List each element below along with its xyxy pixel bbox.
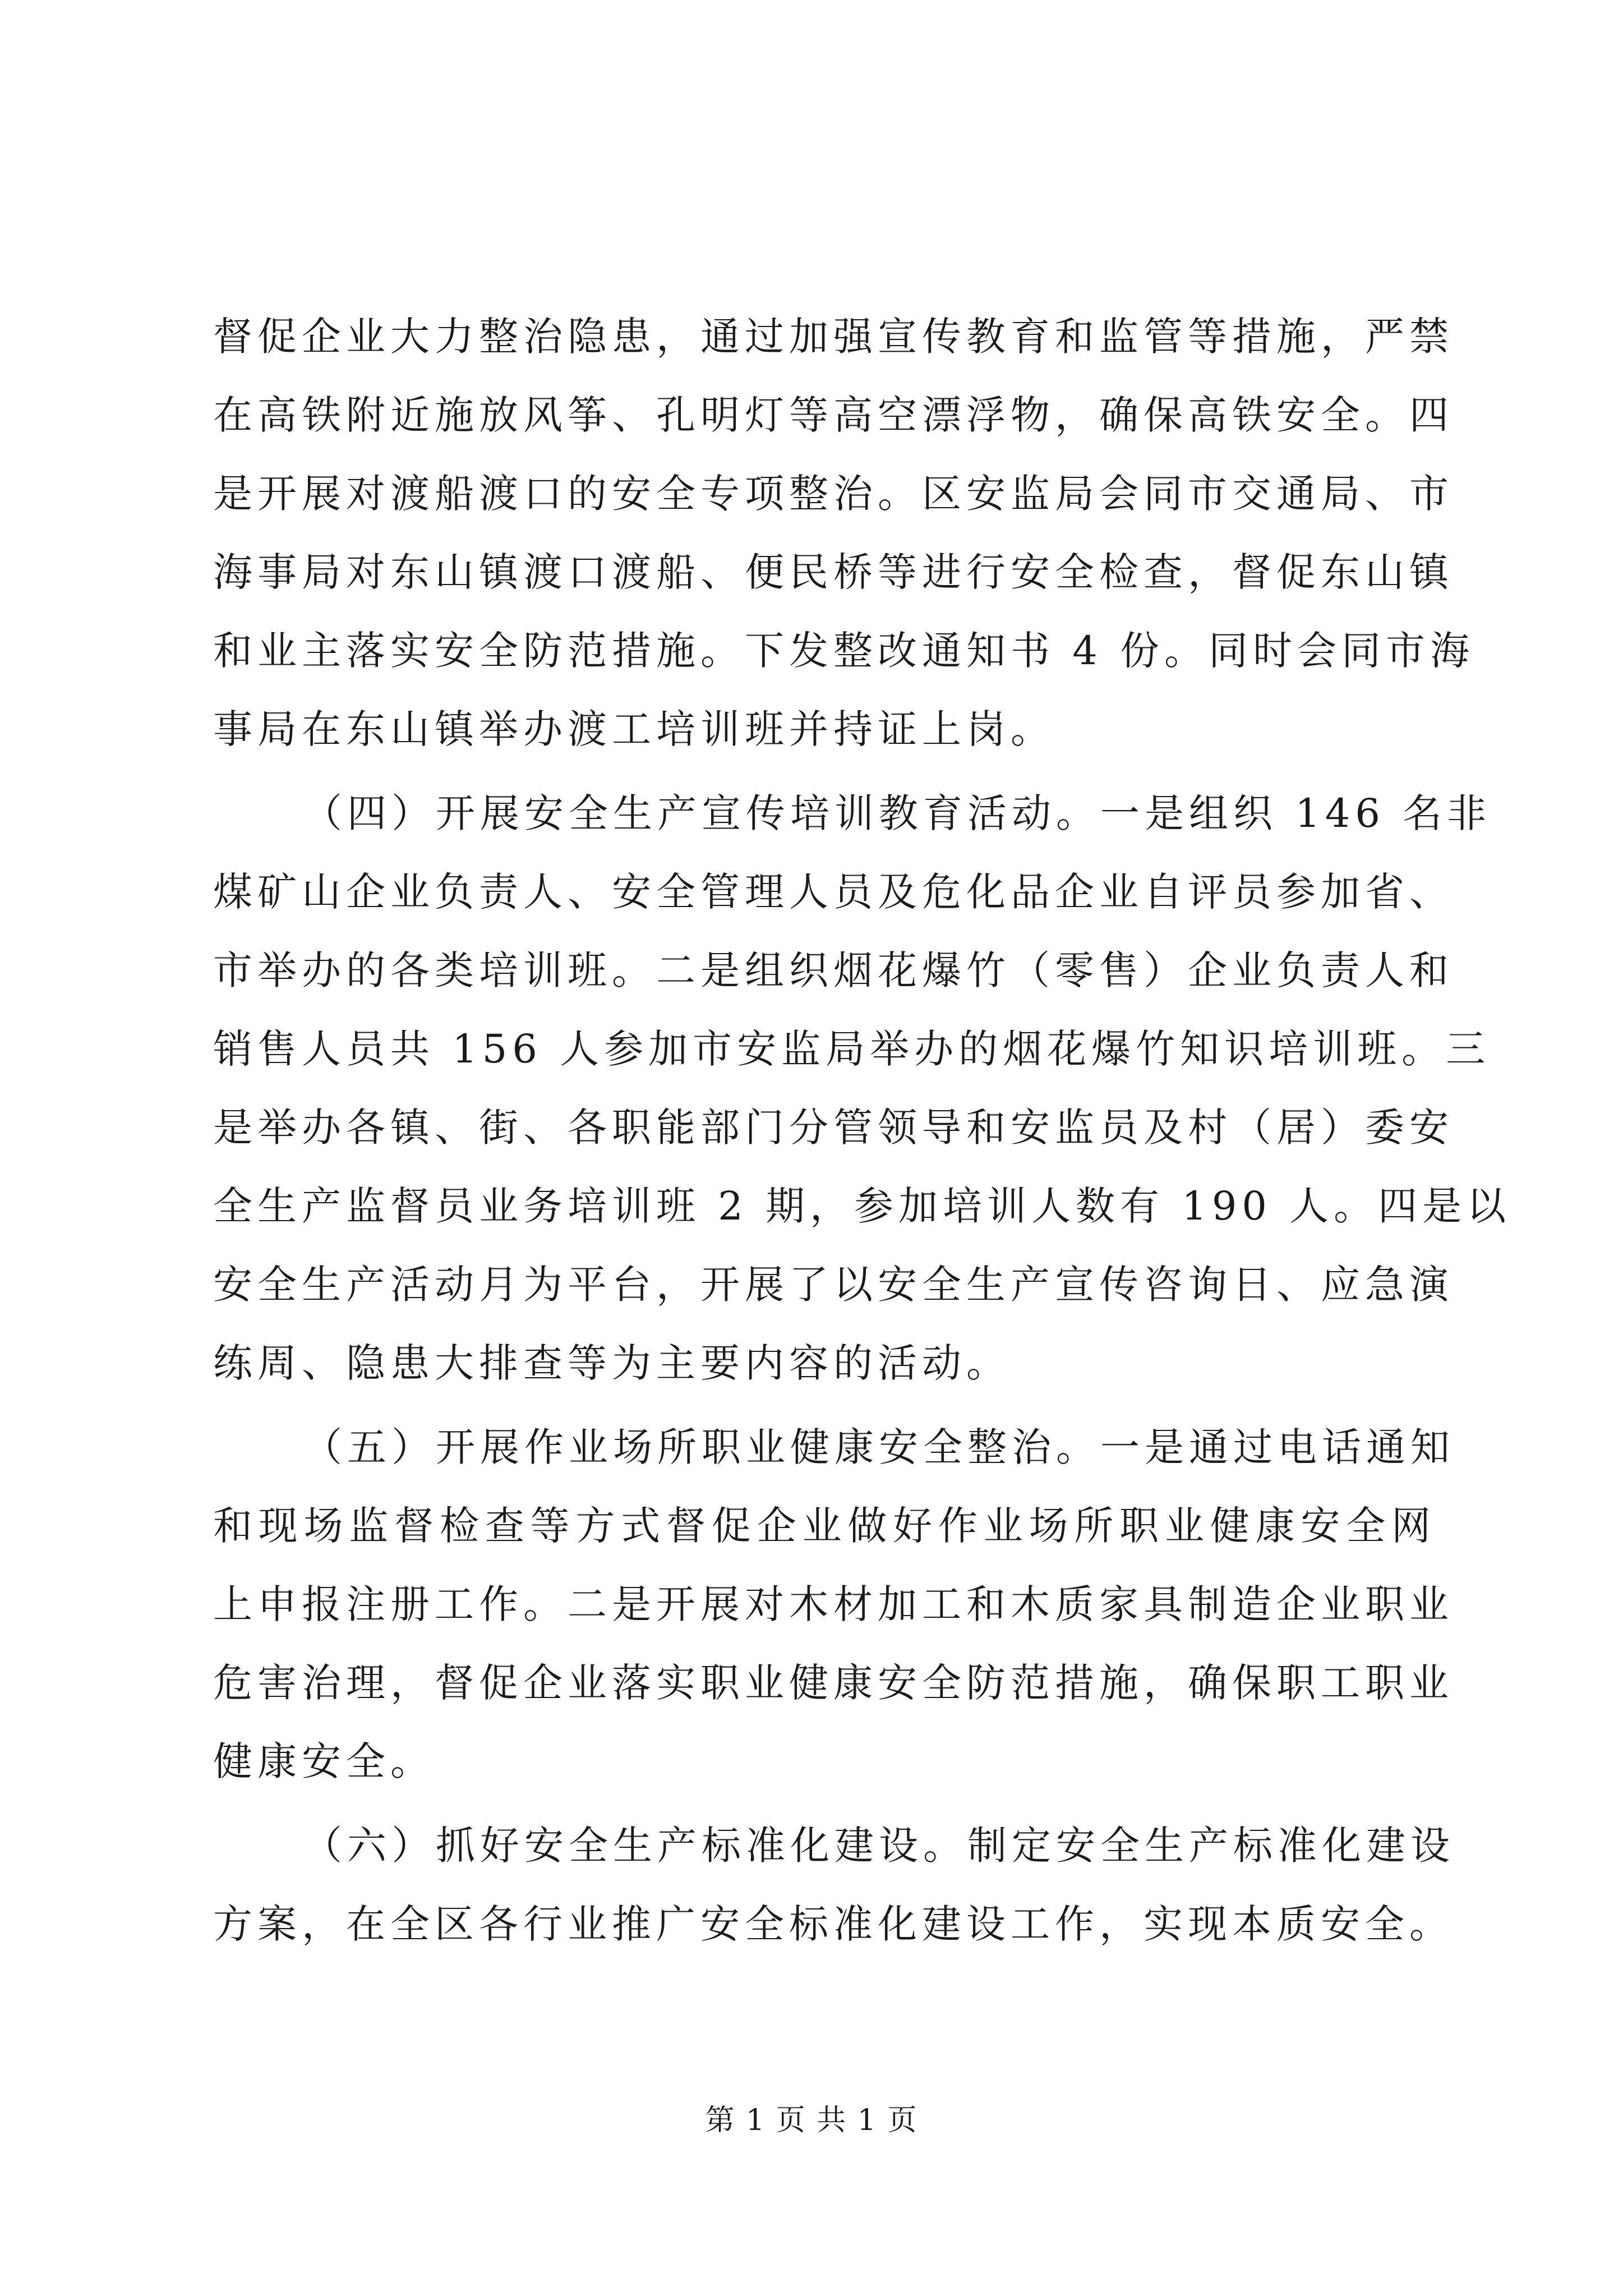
body-line-1: 督促企业大力整治隐患，通过加强宣传教育和监管等措施，严禁 (213, 314, 1454, 360)
body-line-17: 上申报注册工作。二是开展对木材加工和木质家具制造企业职业 (213, 1581, 1454, 1627)
body-line-2: 在高铁附近施放风筝、孔明灯等高空漂浮物，确保高铁安全。四 (213, 392, 1454, 438)
body-line-9: 市举办的各类培训班。二是组织烟花爆竹（零售）企业负责人和 (213, 947, 1454, 993)
body-line-21: 方案，在全区各行业推广安全标准化建设工作，实现本质安全。 (213, 1901, 1454, 1947)
body-line-5: 和业主落实安全防范措施。下发整改通知书 4 份。同时会同市海 (213, 628, 1475, 674)
body-line-14: 练周、隐患大排查等为主要内容的活动。 (213, 1340, 1011, 1386)
body-line-3: 是开展对渡船渡口的安全专项整治。区安监局会同市交通局、市 (213, 471, 1454, 517)
body-line-13: 安全生产活动月为平台，开展了以安全生产宣传咨询日、应急演 (213, 1262, 1454, 1308)
body-line-6: 事局在东山镇举办渡工培训班并持证上岗。 (213, 706, 1055, 752)
section-four-heading-line: （四）开展安全生产宣传培训教育活动。一是组织 146 名非 (303, 790, 1492, 836)
body-line-16: 和现场监督检查等方式督促企业做好作业场所职业健康安全网 (213, 1503, 1436, 1549)
body-line-18: 危害治理，督促企业落实职业健康安全防范措施，确保职工职业 (213, 1660, 1454, 1706)
section-five-heading-line: （五）开展作业场所职业健康安全整治。一是通过电话通知 (303, 1424, 1455, 1470)
section-six-heading-line: （六）抓好安全生产标准化建设。制定安全生产标准化建设 (303, 1823, 1455, 1869)
body-line-11: 是举办各镇、街、各职能部门分管领导和安监员及村（居）委安 (213, 1105, 1454, 1151)
body-line-12: 全生产监督员业务培训班 2 期，参加培训人数有 190 人。四是以 (213, 1183, 1511, 1229)
body-line-10: 销售人员共 156 人参加市安监局举办的烟花爆竹知识培训班。三 (213, 1026, 1491, 1072)
page-footer: 第 1 页 共 1 页 (705, 2104, 918, 2137)
body-line-4: 海事局对东山镇渡口渡船、便民桥等进行安全检查，督促东山镇 (213, 549, 1454, 595)
body-line-8: 煤矿山企业负责人、安全管理人员及危化品企业自评员参加省、 (213, 869, 1454, 915)
body-line-19: 健康安全。 (213, 1738, 435, 1784)
